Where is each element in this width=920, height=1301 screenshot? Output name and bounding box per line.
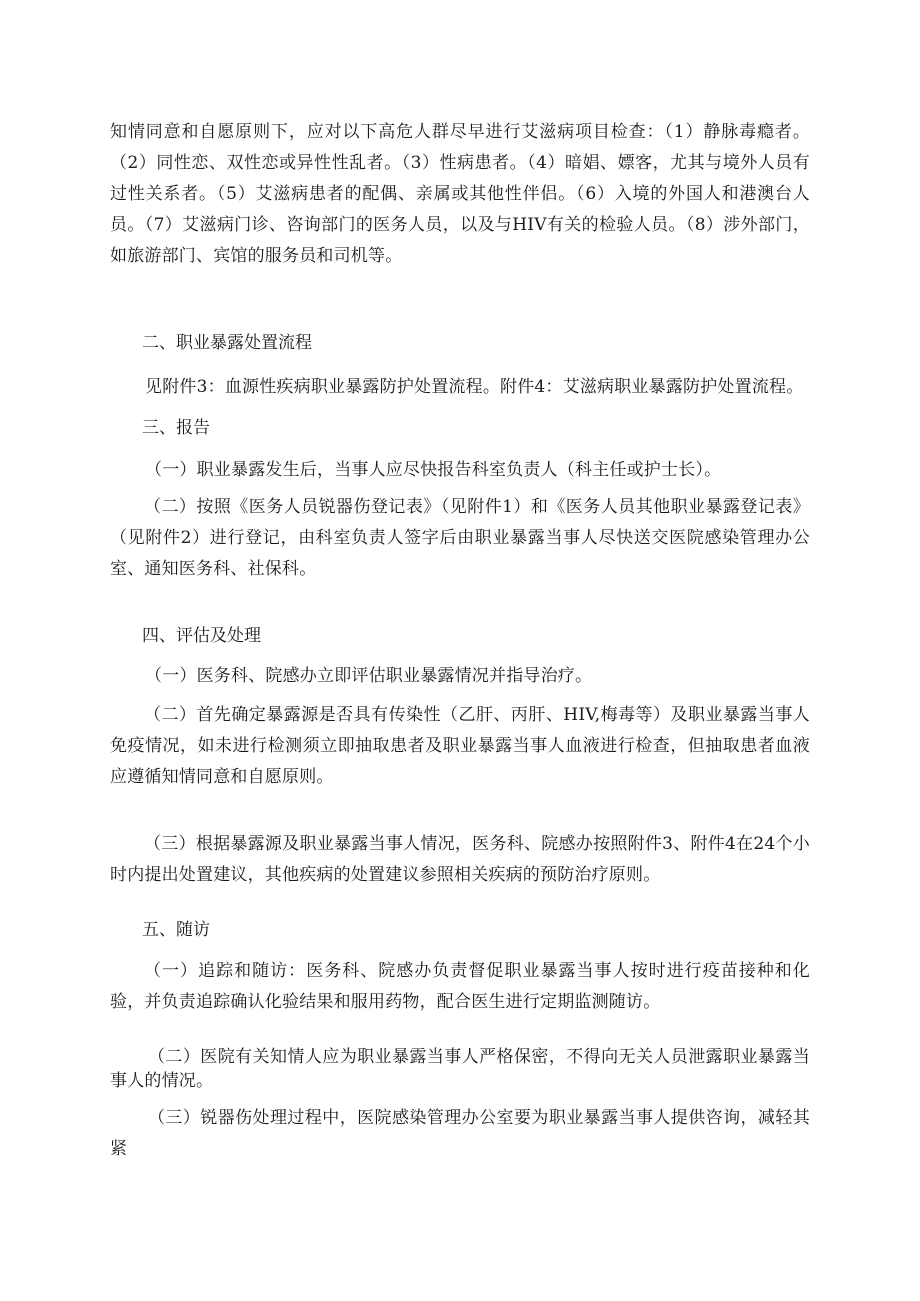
paragraph-high-risk-groups: 知情同意和自愿原则下，应对以下高危人群尽早进行艾滋病项目检查：（1）静脉毒瘾者。（2）同性恋、双性恋或异性性乱者。（3）性病患者。（4）暗娼、嫖客，尤其与境外人员有过性关系者。（5）艾滋病患者的配偶、亲属或其他性伴侣。（6）入境的外国人和港澳台人员。（7）艾滋病门诊、咨询部门的医务人员，以及与HIV有关的检验人员。（8）涉外部门，如旅游部门、宾馆的服务员和司机等。 bbox=[110, 122, 810, 266]
heading-report: 三、报告 bbox=[142, 418, 210, 438]
paragraph-report-2: （二）按照《医务人员锐器伤登记表》（见附件1）和《医务人员其他职业暴露登记表》（见附件2）进行登记，由科室负责人签字后由职业暴露当事人尽快送交医院感染管理办公室、通知医务科、社保科。 bbox=[110, 497, 810, 579]
heading-assessment: 四、评估及处理 bbox=[142, 626, 261, 646]
paragraph-follow-up-1: （一）追踪和随访：医务科、院感办负责督促职业暴露当事人按时进行疫苗接种和化验，并负责追踪确认化验结果和服用药物，配合医生进行定期监测随访。 bbox=[110, 961, 810, 1012]
paragraph-assessment-3: （三）根据暴露源及职业暴露当事人情况，医务科、院感办按照附件3、附件4在24个小时内提出处置建议，其他疾病的处置建议参照相关疾病的预防治疗原则。 bbox=[110, 834, 810, 885]
paragraph-attachment-ref: 见附件3：血源性疾病职业暴露防护处置流程。附件4：艾滋病职业暴露防护处置流程。 bbox=[145, 377, 804, 397]
paragraph-report-1: （一）职业暴露发生后，当事人应尽快报告科室负责人（科主任或护士长）。 bbox=[145, 460, 722, 480]
paragraph-assessment-1: （一）医务科、院感办立即评估职业暴露情况并指导治疗。 bbox=[145, 666, 593, 686]
paragraph-assessment-2: （二）首先确定暴露源是否具有传染性（乙肝、丙肝、HIV,梅毒等）及职业暴露当事人免疫情况，如未进行检测须立即抽取患者及职业暴露当事人血液进行检查，但抽取患者血液应遵循知情同意和自愿原则。 bbox=[110, 705, 810, 787]
heading-follow-up: 五、随访 bbox=[142, 920, 210, 940]
paragraph-follow-up-2: （二）医院有关知情人应为职业暴露当事人严格保密，不得向无关人员泄露职业暴露当事人的情况。 bbox=[110, 1047, 810, 1091]
heading-exposure-process: 二、职业暴露处置流程 bbox=[142, 333, 312, 353]
paragraph-follow-up-3: （三）锐器伤处理过程中，医院感染管理办公室要为职业暴露当事人提供咨询，减轻其紧 bbox=[110, 1108, 810, 1159]
